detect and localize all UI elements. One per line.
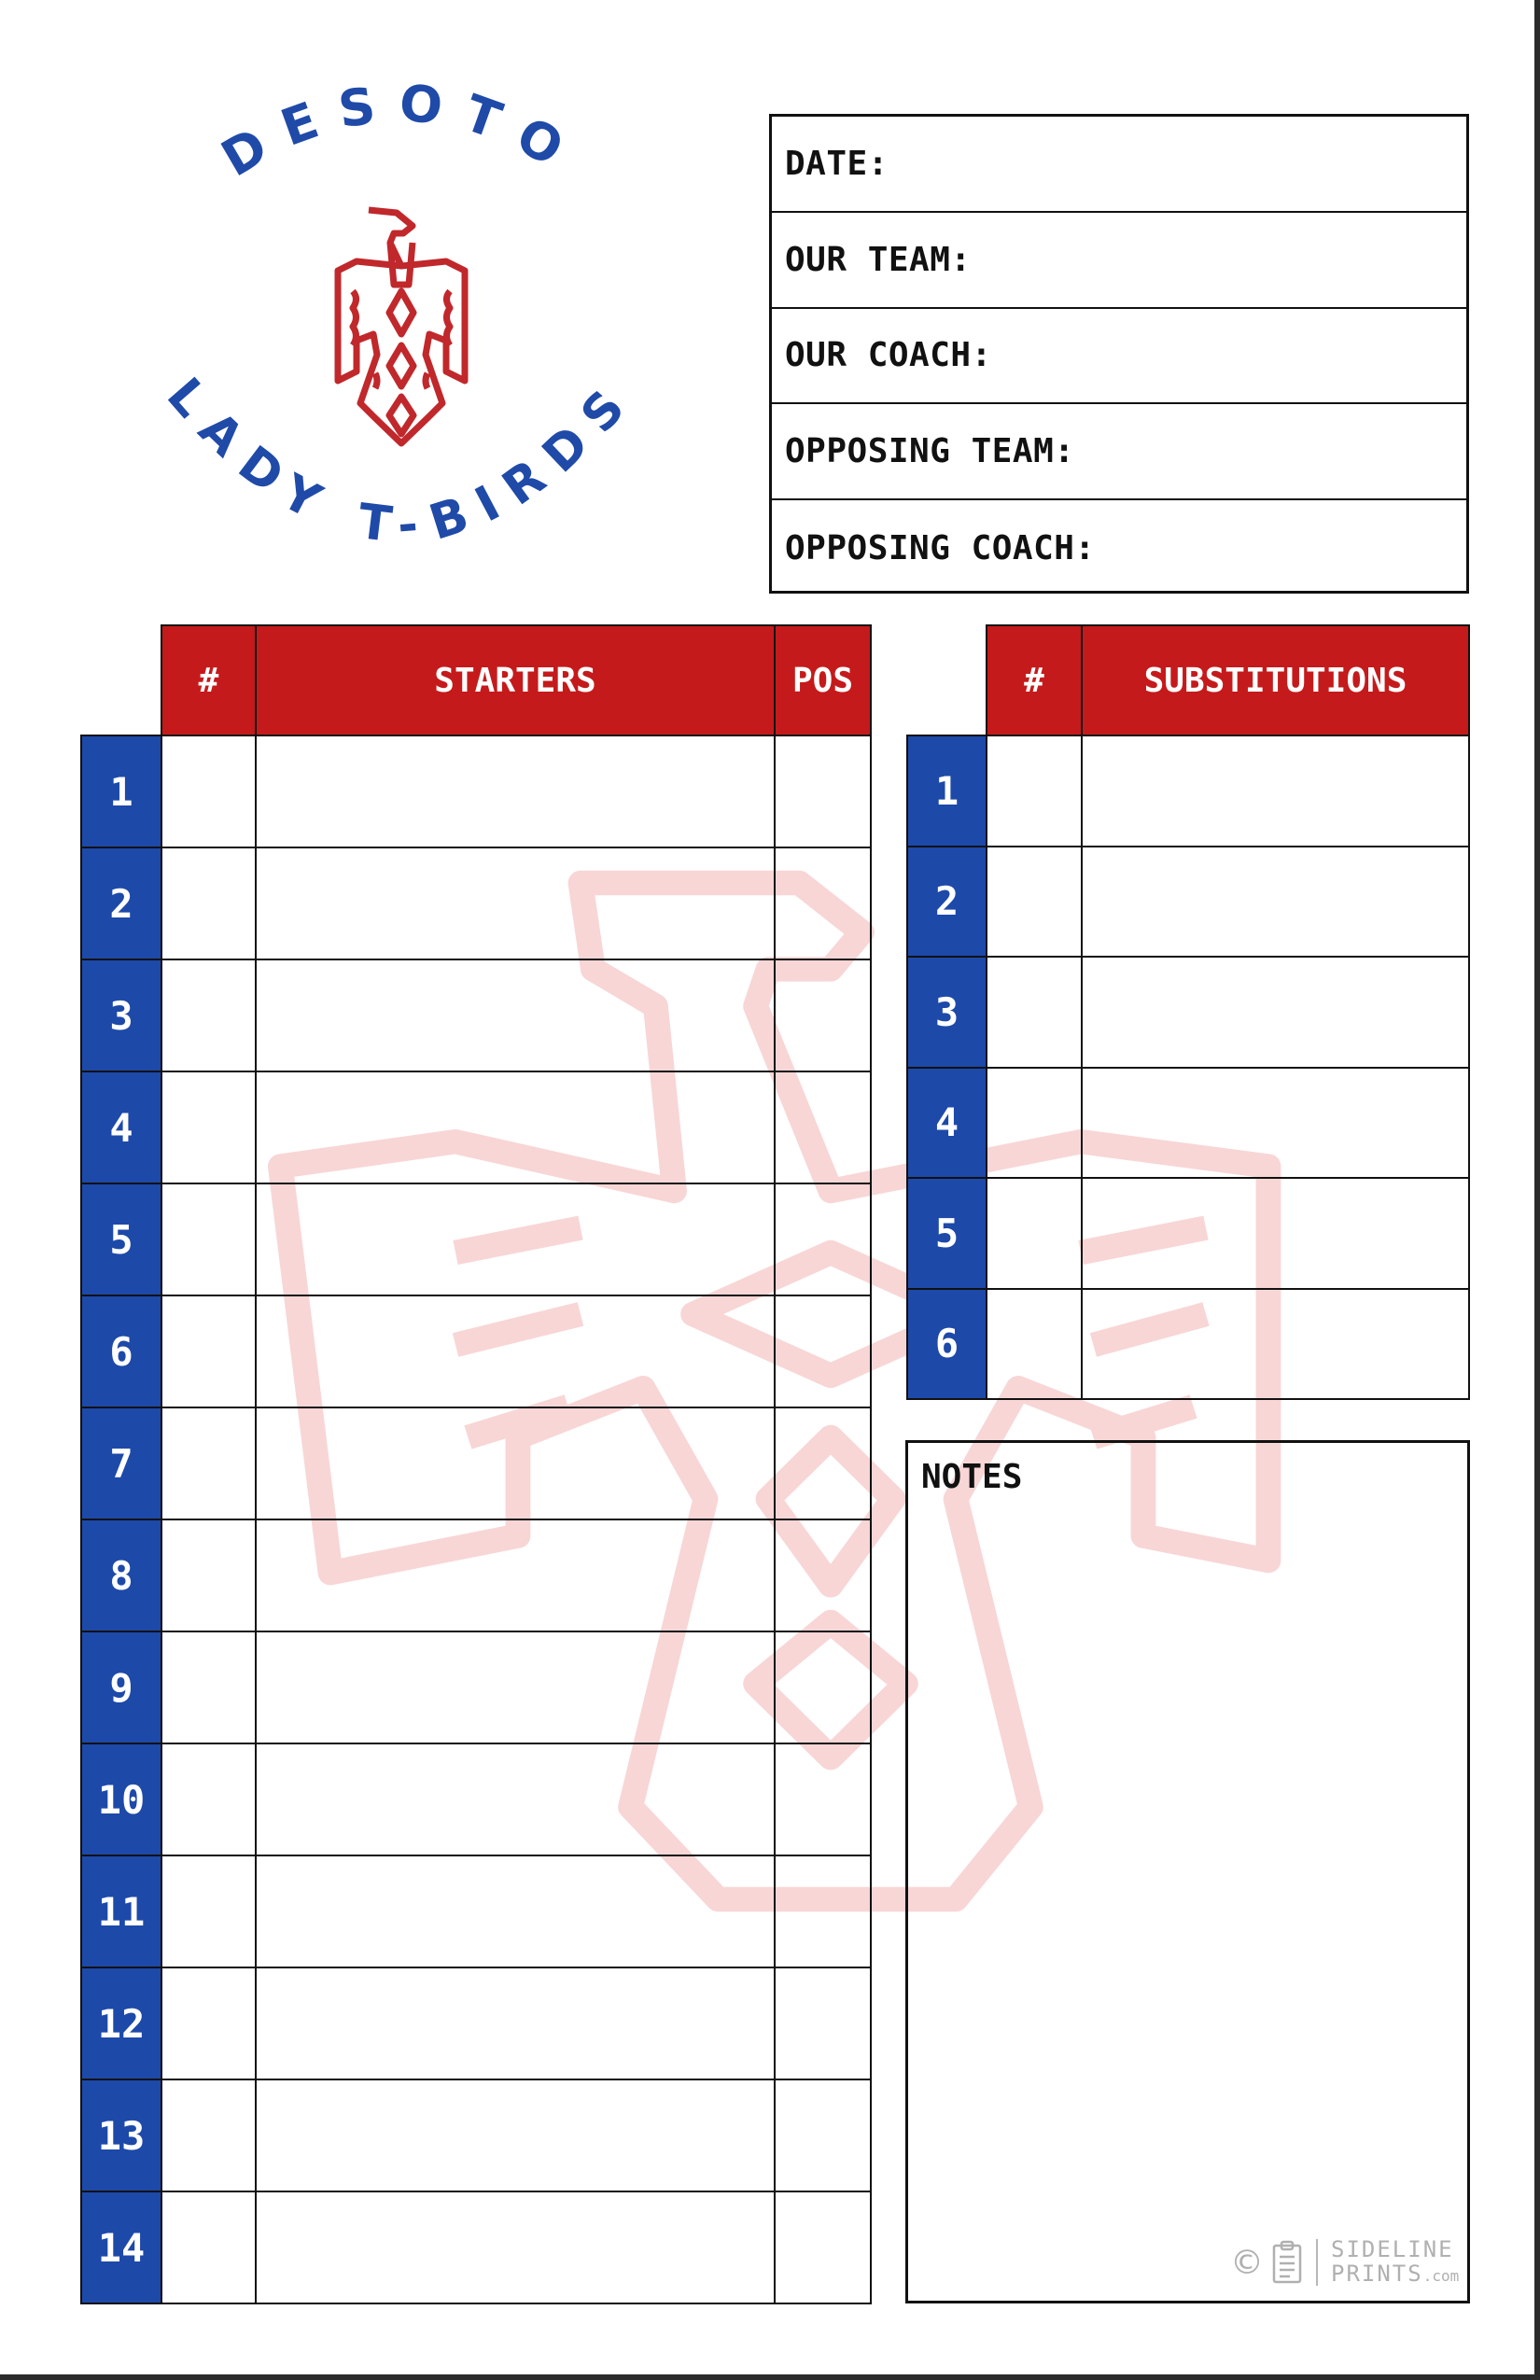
starter-name-field[interactable] [255, 1631, 776, 1744]
sub-row-number: 5 [906, 1177, 987, 1290]
page-edge-right [1534, 0, 1540, 2380]
logo-top-text: DESOTO [211, 75, 592, 189]
credit-line1: SIDELINE [1331, 2235, 1454, 2262]
starter-row-number: 9 [80, 1631, 162, 1744]
starter-position-field[interactable] [774, 1631, 872, 1744]
starter-position-field[interactable] [774, 2191, 872, 2304]
starter-row-number: 1 [80, 735, 162, 848]
starter-position-field[interactable] [774, 1295, 872, 1408]
our-team-field[interactable] [772, 213, 1466, 309]
credit-line2-wrap [1331, 2261, 1459, 2289]
starter-position-field[interactable] [774, 847, 872, 960]
starter-jersey-field[interactable] [161, 2191, 257, 2304]
starter-row-number: 7 [80, 1407, 162, 1520]
sub-row-number: 3 [906, 956, 987, 1069]
notes-box[interactable] [905, 1440, 1470, 2303]
starters-number-header: # [161, 624, 257, 736]
starter-row-number: 13 [80, 2079, 162, 2192]
starter-row-number: 5 [80, 1183, 162, 1296]
our-team-label: OUR TEAM: [785, 240, 972, 279]
starter-name-field[interactable] [255, 1407, 776, 1520]
our-coach-field[interactable] [772, 309, 1466, 405]
starter-row-number: 3 [80, 959, 162, 1072]
starter-jersey-field[interactable] [161, 959, 257, 1072]
starter-position-field[interactable] [774, 1407, 872, 1520]
starter-name-field[interactable] [255, 2191, 776, 2304]
starter-row-number: 8 [80, 1519, 162, 1632]
subs-name-header: SUBSTITUTIONS [1081, 624, 1470, 736]
starter-name-field[interactable] [255, 1183, 776, 1296]
date-field[interactable] [772, 117, 1466, 213]
logo-bottom-text: LADY T-BIRDS [155, 367, 648, 555]
starter-row-number: 14 [80, 2191, 162, 2304]
starter-position-field[interactable] [774, 1071, 872, 1184]
starter-name-field[interactable] [255, 1743, 776, 1856]
sub-jersey-field[interactable] [986, 1177, 1083, 1290]
starter-jersey-field[interactable] [161, 1519, 257, 1632]
starter-jersey-field[interactable] [161, 1407, 257, 1520]
sub-jersey-field[interactable] [986, 1067, 1083, 1180]
opposing-coach-field[interactable] [772, 500, 1466, 596]
sideline-prints-credit [1230, 2236, 1459, 2289]
starters-position-header: POS [774, 624, 872, 736]
starter-jersey-field[interactable] [161, 1855, 257, 1968]
sub-name-field[interactable] [1081, 1288, 1470, 1401]
sub-name-field[interactable] [1081, 735, 1470, 847]
starter-name-field[interactable] [255, 959, 776, 1072]
sub-row-number: 4 [906, 1067, 987, 1180]
starter-position-field[interactable] [774, 1519, 872, 1632]
starter-row-number: 6 [80, 1295, 162, 1408]
starter-name-field[interactable] [255, 735, 776, 848]
clipboard-icon [1271, 2240, 1303, 2285]
opposing-team-field[interactable] [772, 404, 1466, 500]
starter-jersey-field[interactable] [161, 1295, 257, 1408]
sub-name-field[interactable] [1081, 1177, 1470, 1290]
sub-name-field[interactable] [1081, 956, 1470, 1069]
starter-position-field[interactable] [774, 1855, 872, 1968]
date-label: DATE: [785, 144, 889, 183]
starter-jersey-field[interactable] [161, 1071, 257, 1184]
sub-name-field[interactable] [1081, 1067, 1470, 1180]
starter-jersey-field[interactable] [161, 735, 257, 848]
sub-name-field[interactable] [1081, 846, 1470, 959]
starter-name-field[interactable] [255, 1967, 776, 2080]
sub-jersey-field[interactable] [986, 956, 1083, 1069]
starters-name-header: STARTERS [255, 624, 776, 736]
starter-jersey-field[interactable] [161, 1967, 257, 2080]
team-logo [149, 75, 653, 616]
starter-row-number: 2 [80, 847, 162, 960]
starter-row-number: 12 [80, 1967, 162, 2080]
starter-name-field[interactable] [255, 847, 776, 960]
starter-position-field[interactable] [774, 959, 872, 1072]
game-info-box [769, 114, 1469, 594]
starter-position-field[interactable] [774, 1183, 872, 1296]
starter-jersey-field[interactable] [161, 1743, 257, 1856]
starter-row-number: 4 [80, 1071, 162, 1184]
sub-jersey-field[interactable] [986, 1288, 1083, 1401]
starter-position-field[interactable] [774, 1967, 872, 2080]
credit-divider [1316, 2239, 1318, 2286]
starter-position-field[interactable] [774, 1743, 872, 1856]
starter-jersey-field[interactable] [161, 1183, 257, 1296]
credit-text [1331, 2237, 1459, 2289]
starter-row-number: 10 [80, 1743, 162, 1856]
our-coach-label: OUR COACH: [785, 336, 992, 375]
starter-name-field[interactable] [255, 1519, 776, 1632]
starter-name-field[interactable] [255, 1295, 776, 1408]
credit-line2: PRINTS [1331, 2260, 1423, 2287]
opposing-coach-label: OPPOSING COACH: [785, 529, 1096, 568]
notes-label: NOTES [921, 1458, 1023, 1496]
starter-jersey-field[interactable] [161, 1631, 257, 1744]
starter-row-number: 11 [80, 1855, 162, 1968]
starter-name-field[interactable] [255, 1855, 776, 1968]
sub-row-number: 2 [906, 846, 987, 959]
sub-row-number: 1 [906, 735, 987, 847]
starter-position-field[interactable] [774, 735, 872, 848]
credit-line2-suffix: .com [1422, 2266, 1460, 2285]
thunderbird-icon [338, 210, 465, 443]
page-edge-bottom [0, 2374, 1540, 2380]
subs-number-header: # [986, 624, 1083, 736]
starter-name-field[interactable] [255, 2079, 776, 2192]
opposing-team-label: OPPOSING TEAM: [785, 432, 1075, 471]
starter-name-field[interactable] [255, 1071, 776, 1184]
sub-jersey-field[interactable] [986, 735, 1083, 847]
sub-jersey-field[interactable] [986, 846, 1083, 959]
starter-jersey-field[interactable] [161, 2079, 257, 2192]
starter-jersey-field[interactable] [161, 847, 257, 960]
copyright-symbol: © [1230, 2243, 1264, 2282]
sub-row-number: 6 [906, 1288, 987, 1401]
starter-position-field[interactable] [774, 2079, 872, 2192]
